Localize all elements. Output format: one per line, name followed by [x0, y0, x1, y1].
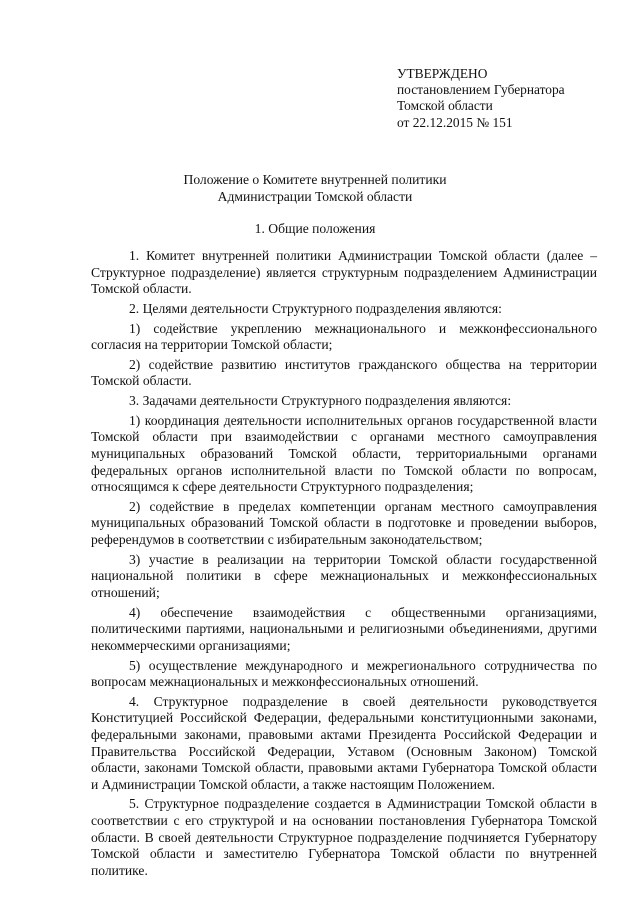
- paragraph: 5) осуществление международного и межрегионального сотрудничества по вопросам межнациональных и межконфессиональных отношений.: [91, 657, 597, 690]
- paragraph: 3) участие в реализации на территории Томской области государственной национальной политики в сфере межнациональных и межконфессиональных отношений;: [91, 551, 597, 600]
- document-title-line-1: Положение о Комитете внутренней политики: [183, 172, 447, 187]
- paragraph: 3. Задачами деятельности Структурного подразделения являются:: [129, 393, 512, 409]
- paragraph: 1. Комитет внутренней политики Администрации Томской области (далее – Структурное подразделение) является структурным подразделением Администрации Томской области.: [91, 248, 597, 297]
- paragraph: 4) обеспечение взаимодействия с общественными организациями, политическими партиями, национальными и религиозными объединениями, другими некоммерческими организациями;: [91, 604, 597, 653]
- approval-stamp-block: [397, 66, 565, 131]
- paragraph: 1) координация деятельности исполнительных органов государственной власти Томской области при взаимодействии с органами местного самоуправления муниципальных образований Томской области, территориальными органами федеральных органов исполнительной власти по Томской области по вопросам, относящимся к сфере деятельности Структурного подразделения;: [91, 412, 597, 495]
- document-body: [91, 248, 597, 879]
- document-title-line-2: Администрации Томской области: [217, 189, 413, 204]
- paragraph: 1) содействие укреплению межнационального и межконфессионального согласия на территории Томской области;: [91, 320, 597, 353]
- paragraph: 4. Структурное подразделение в своей деятельности руководствуется Конституцией Российской Федерации, федеральными конституционными законами, федеральными законами, правовыми актами Президента Российской Федерации и Правительства Российской Федерации, Уставом (Основным Законом) Томской области, законами Томской области, правовыми актами Губернатора Томской области и Администрации Томской области, а также настоящим Положением.: [91, 693, 597, 792]
- approval-date-number: от 22.12.2015 № 151: [397, 114, 513, 130]
- document-title: [90, 171, 540, 205]
- paragraph: 2. Целями деятельности Структурного подразделения являются:: [129, 300, 502, 316]
- section-heading: 1. Общие положения: [254, 221, 376, 236]
- approval-region: Томской области: [397, 98, 493, 114]
- paragraph: 2) содействие развитию институтов гражданского общества на территории Томской области.: [91, 356, 597, 389]
- approval-heading: УТВЕРЖДЕНО: [397, 66, 488, 81]
- paragraph: 2) содействие в пределах компетенции органам местного самоуправления муниципальных образований Томской области в подготовке и проведении выборов, референдумов в соответствии с избирательным законодательством;: [91, 498, 597, 548]
- paragraph: 5. Структурное подразделение создается в Администрации Томской области в соответствии с его структурой и на основании постановления Губернатора Томской области. В своей деятельности Структурное подразделение подчиняется Губернатору Томской области и заместителю Губернатора Томской области по внутренней политике.: [91, 796, 597, 878]
- approval-by-decree: постановлением Губернатора: [397, 82, 565, 98]
